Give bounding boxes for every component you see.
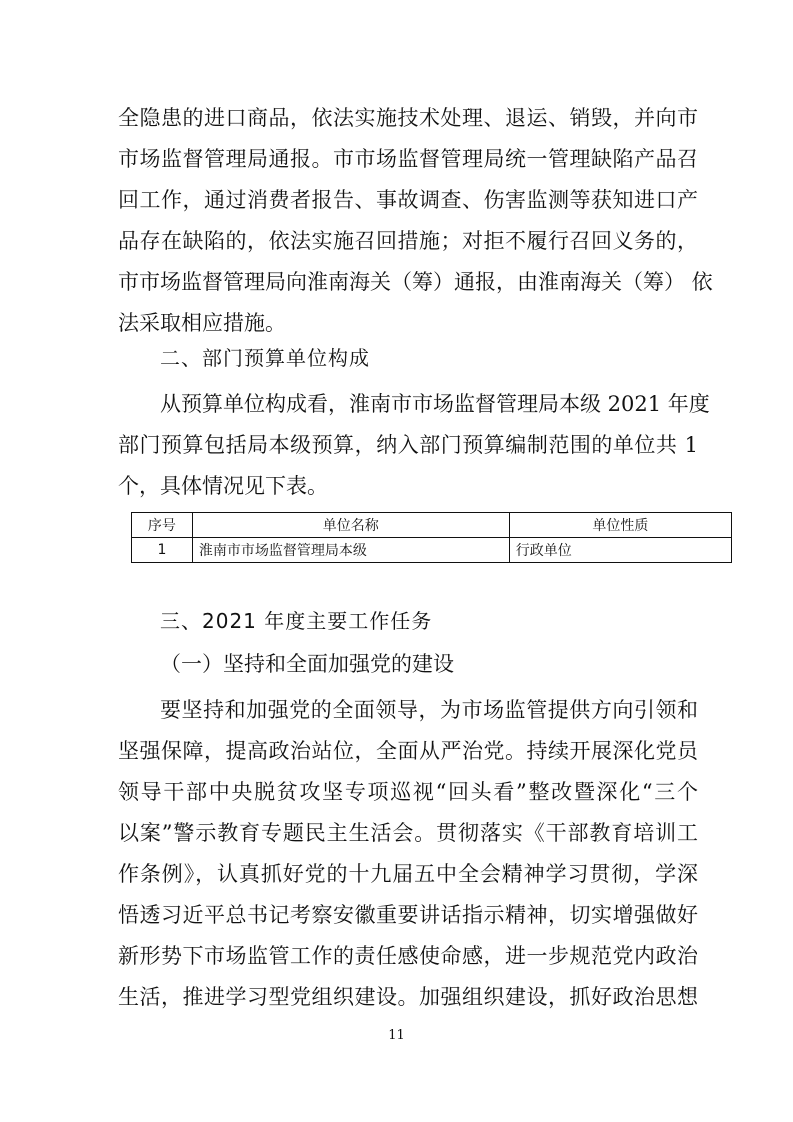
text-line: 要坚持和加强党的全面领导，为市场监管提供方向引领和 <box>160 698 698 722</box>
header-unit-type: 单位性质 <box>509 513 731 538</box>
text-line: 个，具体情况见下表。 <box>118 474 328 498</box>
text-line: 以案”警示教育专题民主生活会。贯彻落实《干部教育培训工 <box>118 821 698 845</box>
text-line: 领导干部中央脱贫攻坚专项巡视“回头看”整改暨深化“三个 <box>118 780 698 804</box>
subsection-heading: （一）坚持和全面加强党的建设 <box>160 652 454 676</box>
cell-unit-type: 行政单位 <box>509 538 731 563</box>
table-row <box>132 538 732 563</box>
section-heading: 三、2021 年度主要工作任务 <box>160 609 433 633</box>
text-line: 市场监督管理局通报。市市场监督管理局统一管理缺陷产品召 <box>118 147 698 171</box>
cell-index: 1 <box>132 538 193 563</box>
page-number: 11 <box>388 1028 405 1043</box>
budget-units-table <box>131 512 732 563</box>
text-line: 生活，推进学习型党组织建设。加强组织建设，抓好政治思想 <box>118 985 698 1009</box>
text-line: 全隐患的进口商品，依法实施技术处理、退运、销毁，并向市 <box>118 106 698 130</box>
text-line: 回工作，通过消费者报告、事故调查、伤害监测等获知进口产 <box>118 188 698 212</box>
text-line: 从预算单位构成看，淮南市市场监督管理局本级 2021 年度 <box>160 392 710 416</box>
text-line: 悟透习近平总书记考察安徽重要讲话指示精神，切实增强做好 <box>118 903 698 927</box>
text-line: 坚强保障，提高政治站位，全面从严治党。持续开展深化党员 <box>118 739 698 763</box>
header-index: 序号 <box>132 513 193 538</box>
header-unit-name: 单位名称 <box>192 513 509 538</box>
section-heading: 二、部门预算单位构成 <box>160 346 370 370</box>
text-line: 市市场监督管理局向淮南海关（筹）通报，由淮南海关（筹） 依 <box>118 270 713 294</box>
text-line: 作条例》，认真抓好党的十九届五中全会精神学习贯彻，学深 <box>118 862 698 886</box>
table-header-row <box>132 513 732 538</box>
text-line: 部门预算包括局本级预算，纳入部门预算编制范围的单位共 1 <box>118 433 698 457</box>
text-line: 新形势下市场监管工作的责任感使命感，进一步规范党内政治 <box>118 944 698 968</box>
text-line: 法采取相应措施。 <box>118 311 286 335</box>
cell-unit-name: 淮南市市场监督管理局本级 <box>192 538 509 563</box>
text-line: 品存在缺陷的，依法实施召回措施；对拒不履行召回义务的， <box>118 229 698 253</box>
